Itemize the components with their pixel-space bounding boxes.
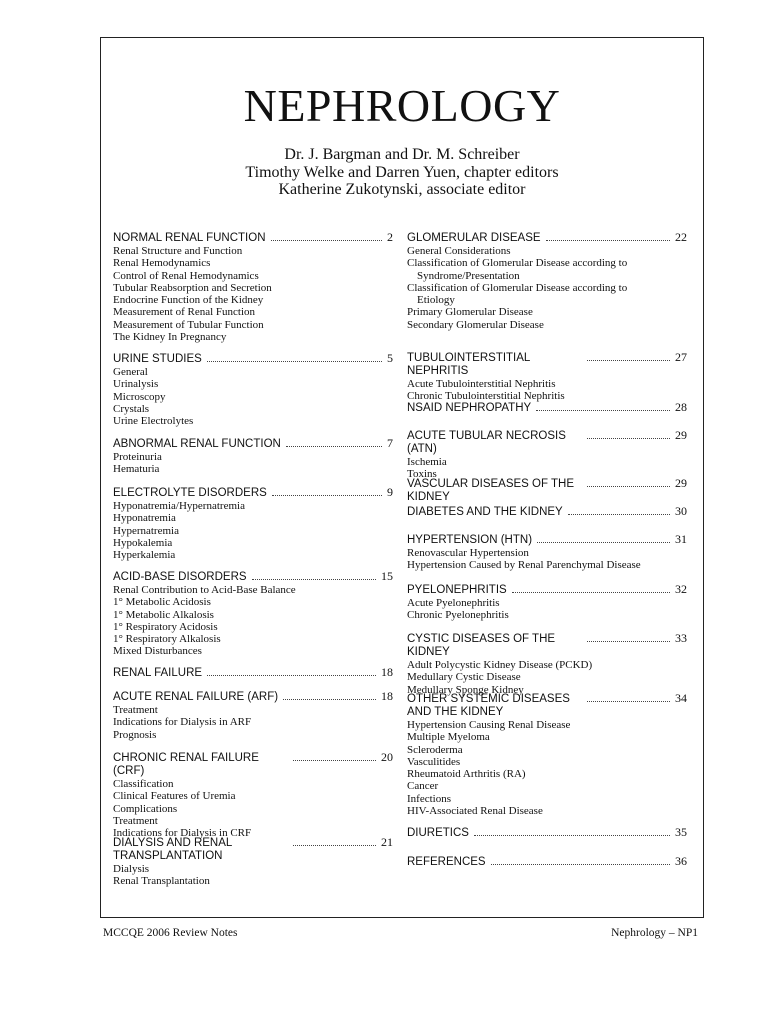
toc-heading[interactable] (113, 437, 393, 451)
toc-section (113, 751, 393, 839)
toc-heading-title: DIURETICS (407, 827, 469, 839)
toc-page-number: 18 (381, 665, 393, 679)
toc-subitem[interactable]: Toxins (407, 468, 437, 481)
toc-subitem[interactable]: Indications for Dialysis in ARF (113, 716, 252, 729)
toc-subitem[interactable]: Control of Renal Hemodynamics (113, 269, 259, 282)
toc-subitems (407, 719, 687, 817)
toc-subitem[interactable]: Infections (407, 792, 451, 805)
toc-subitem[interactable]: 1° Metabolic Alkalosis (113, 608, 214, 621)
toc-heading[interactable] (407, 351, 687, 378)
toc-page-number: 18 (381, 689, 393, 703)
toc-heading[interactable] (113, 690, 393, 704)
toc-subitem[interactable]: Hypokalemia (113, 536, 173, 549)
toc-subitems (113, 778, 393, 839)
toc-subitems (407, 245, 687, 331)
toc-page-number: 31 (675, 532, 687, 546)
toc-leader-dots (587, 693, 670, 702)
toc-heading[interactable] (113, 231, 393, 245)
toc-subitem[interactable]: Medullary Sponge Kidney (407, 683, 524, 696)
author-line: Timothy Welke and Darren Yuen, chapter editors (245, 163, 559, 181)
toc-heading[interactable] (113, 486, 393, 500)
toc-page-number: 36 (675, 854, 687, 868)
toc-subitem[interactable]: HIV-Associated Renal Disease (407, 805, 543, 818)
toc-subitem[interactable]: Syndrome/Presentation (417, 269, 520, 282)
toc-leader-dots (272, 487, 382, 496)
toc-heading[interactable] (113, 666, 393, 680)
toc-leader-dots (474, 827, 670, 836)
toc-section (407, 692, 687, 817)
toc-page-number: 30 (675, 504, 687, 518)
toc-section (407, 583, 687, 622)
toc-subitem[interactable]: Multiple Myeloma (407, 731, 490, 744)
toc-subitem[interactable]: Vasculitides (407, 755, 461, 768)
toc-subitem[interactable]: Hyperkalemia (113, 549, 176, 562)
toc-subitem[interactable]: Dialysis (113, 863, 150, 875)
toc-subitem[interactable]: Classification of Glomerular Disease according to (407, 281, 628, 294)
authors-block (101, 146, 703, 199)
toc-heading-title: CYSTIC DISEASES OF THE KIDNEY (407, 633, 556, 658)
author-line: Dr. J. Bargman and Dr. M. Schreiber (284, 146, 520, 163)
toc-leader-dots (271, 232, 383, 241)
toc-leader-dots (536, 402, 670, 411)
toc-subitems (407, 547, 687, 572)
toc-subitem[interactable]: Secondary Glomerular Disease (407, 318, 544, 331)
toc-subitem[interactable]: Microscopy (113, 390, 166, 403)
toc-subitem[interactable]: Renal Transplantation (113, 875, 210, 888)
toc-section (113, 666, 393, 680)
toc-heading[interactable] (407, 533, 687, 547)
toc-page-number: 35 (675, 825, 687, 839)
author-line: Katherine Zukotynski, associate editor (278, 181, 526, 198)
toc-subitem[interactable]: Complications (113, 802, 178, 815)
toc-leader-dots (293, 837, 376, 846)
toc-heading-title: RENAL FAILURE (113, 667, 203, 679)
toc-section (407, 477, 687, 504)
toc-subitem[interactable]: Acute Tubulointerstitial Nephritis (407, 378, 556, 390)
toc-subitem[interactable]: Hypernatremia (113, 524, 179, 537)
toc-section (407, 351, 687, 403)
toc-heading-title: CHRONIC RENAL FAILURE (CRF) (113, 752, 259, 777)
toc-heading[interactable] (113, 751, 393, 778)
toc-subitem[interactable]: General Considerations (407, 245, 511, 257)
toc-page-number: 9 (387, 485, 393, 499)
toc-subitem[interactable]: Scleroderma (407, 743, 463, 756)
toc-page-number: 21 (381, 835, 393, 849)
toc-subitem[interactable]: Renal Structure and Function (113, 245, 243, 257)
toc-page-number: 7 (387, 436, 393, 450)
toc-leader-dots (587, 478, 670, 487)
page-title: NEPHROLOGY (243, 80, 561, 131)
toc-heading[interactable] (407, 231, 687, 245)
toc-subitem[interactable]: Urinalysis (113, 378, 159, 391)
toc-subitem[interactable]: 1° Respiratory Acidosis (113, 620, 218, 633)
toc-heading-title: GLOMERULAR DISEASE (407, 232, 541, 244)
toc-page-number: 28 (675, 400, 687, 414)
toc-leader-dots (293, 752, 376, 761)
toc-section (113, 352, 393, 427)
toc-subitem[interactable]: Hyponatremia (113, 512, 176, 525)
toc-subitems (113, 584, 393, 658)
toc-section (407, 632, 687, 696)
toc-heading-title: ELECTROLYTE DISORDERS (113, 487, 267, 499)
toc-subitem[interactable]: Hyponatremia/Hypernatremia (113, 500, 245, 512)
toc-section (407, 401, 687, 415)
toc-heading[interactable] (407, 505, 687, 519)
toc-page-number: 5 (387, 351, 393, 365)
toc-heading-title: NORMAL RENAL FUNCTION (113, 232, 266, 244)
toc-leader-dots (546, 232, 670, 241)
toc-leader-dots (587, 430, 670, 439)
toc-subitem[interactable]: Hematuria (113, 463, 160, 476)
toc-subitem[interactable]: Etiology (417, 294, 455, 307)
toc-section (407, 231, 687, 331)
toc-subitems (407, 378, 687, 403)
toc-page-number: 29 (675, 428, 687, 442)
footer-left: MCCQE 2006 Review Notes (103, 927, 238, 939)
toc-heading[interactable] (407, 826, 687, 840)
toc-heading-title: ABNORMAL RENAL FUNCTION (113, 438, 281, 450)
toc-heading[interactable] (407, 477, 687, 504)
toc-subitem[interactable]: Prognosis (113, 728, 157, 741)
toc-leader-dots (207, 667, 376, 676)
toc-subitem[interactable]: Clinical Features of Uremia (113, 790, 236, 803)
toc-heading[interactable] (113, 836, 393, 863)
toc-heading[interactable] (407, 855, 687, 869)
toc-subitem[interactable]: Hypertension Caused by Renal Parenchymal Disease (407, 559, 641, 572)
toc-leader-dots (286, 438, 382, 447)
toc-subitem[interactable]: Cancer (407, 780, 439, 793)
toc-section (113, 690, 393, 741)
toc-section (113, 836, 393, 888)
toc-subitem[interactable]: Classification (113, 778, 174, 790)
toc-heading-title: ACUTE RENAL FAILURE (ARF) (113, 691, 279, 703)
toc-section (113, 437, 393, 476)
toc-heading-title: OTHER SYSTEMIC DISEASES AND THE KIDNEY (407, 693, 570, 718)
toc-heading-title: DIALYSIS AND RENAL TRANSPLANTATION (113, 837, 232, 862)
toc-heading[interactable] (407, 429, 687, 456)
toc-heading-title: DIABETES AND THE KIDNEY (407, 506, 563, 518)
toc-subitem[interactable]: Medullary Cystic Disease (407, 671, 521, 684)
toc-subitems (113, 366, 393, 427)
toc-page-number: 27 (675, 350, 687, 364)
toc-section (113, 231, 393, 343)
toc-subitem[interactable]: Treatment (113, 704, 158, 716)
toc-subitems (113, 451, 393, 476)
toc-page-number: 33 (675, 631, 687, 645)
toc-subitem[interactable]: Primary Glomerular Disease (407, 306, 533, 319)
toc-leader-dots (207, 353, 382, 362)
toc-leader-dots (537, 534, 670, 543)
toc-subitem[interactable]: 1° Metabolic Acidosis (113, 596, 211, 609)
toc-section (407, 826, 687, 840)
toc-page-number: 20 (381, 750, 393, 764)
toc-subitem[interactable]: Proteinuria (113, 451, 162, 463)
toc-leader-dots (283, 691, 376, 700)
toc-heading[interactable] (407, 692, 687, 719)
toc-heading-title: REFERENCES (407, 856, 486, 868)
toc-heading-title: PYELONEPHRITIS (407, 584, 507, 596)
toc-subitem[interactable]: Urine Electrolytes (113, 415, 194, 428)
toc-section (407, 429, 687, 481)
toc-heading-title: HYPERTENSION (HTN) (407, 534, 533, 546)
toc-subitems (113, 500, 393, 561)
toc-subitem[interactable]: Endocrine Function of the Kidney (113, 294, 264, 307)
toc-leader-dots (252, 571, 376, 580)
toc-subitems (113, 245, 393, 343)
toc-leader-dots (568, 506, 670, 515)
toc-subitem[interactable]: Adult Polycystic Kidney Disease (PCKD) (407, 659, 593, 671)
toc-section (407, 533, 687, 572)
toc-subitem[interactable]: Renal Contribution to Acid-Base Balance (113, 584, 296, 596)
toc-subitems (407, 597, 687, 622)
toc-heading[interactable] (113, 352, 393, 366)
toc-subitem[interactable]: Crystals (113, 402, 150, 415)
toc-leader-dots (587, 352, 670, 361)
toc-page-number: 22 (675, 230, 687, 244)
toc-leader-dots (587, 633, 670, 642)
toc-subitem[interactable]: Treatment (113, 814, 158, 827)
toc-subitem[interactable]: Renovascular Hypertension (407, 547, 529, 559)
toc-page-number: 29 (675, 476, 687, 490)
toc-heading[interactable] (407, 632, 687, 659)
toc-section (407, 505, 687, 519)
toc-subitem[interactable]: Chronic Pyelonephritis (407, 609, 509, 622)
toc-subitems (113, 704, 393, 741)
toc-section (113, 486, 393, 561)
toc-page-number: 15 (381, 569, 393, 583)
toc-subitem[interactable]: Mixed Disturbances (113, 645, 202, 658)
toc-subitem[interactable]: Rheumatoid Arthritis (RA) (407, 768, 526, 781)
toc-subitems (113, 863, 393, 888)
toc-section (113, 570, 393, 658)
toc-heading-title: ACID-BASE DISORDERS (113, 571, 247, 583)
toc-leader-dots (491, 856, 670, 865)
toc-leader-dots (512, 584, 670, 593)
toc-section (407, 855, 687, 869)
toc-subitem[interactable]: Measurement of Tubular Function (113, 318, 264, 331)
toc-subitem[interactable]: Indications for Dialysis in CRF (113, 827, 252, 840)
toc-subitem[interactable]: The Kidney In Pregnancy (113, 331, 227, 344)
toc-heading[interactable] (113, 570, 393, 584)
toc-heading-title: NSAID NEPHROPATHY (407, 402, 532, 414)
page-frame (100, 37, 704, 918)
toc-heading-title: VASCULAR DISEASES OF THE KIDNEY (407, 478, 575, 503)
toc-subitem[interactable]: 1° Respiratory Alkalosis (113, 633, 221, 646)
toc-subitem[interactable]: Classification of Glomerular Disease according to (407, 257, 628, 270)
toc-heading[interactable] (407, 401, 687, 415)
toc-subitem[interactable]: Acute Pyelonephritis (407, 597, 500, 609)
toc-heading-title: URINE STUDIES (113, 353, 202, 365)
toc-page-number: 2 (387, 230, 393, 244)
toc-heading-title: ACUTE TUBULAR NECROSIS (ATN) (407, 430, 566, 455)
toc-heading-title: TUBULOINTERSTITIAL NEPHRITIS (407, 352, 530, 377)
toc-heading[interactable] (407, 583, 687, 597)
footer-right: Nephrology – NP1 (611, 927, 698, 939)
toc-page-number: 34 (675, 691, 687, 705)
toc-subitem[interactable]: Hypertension Causing Renal Disease (407, 719, 571, 731)
toc-subitem[interactable]: Chronic Tubulointerstitial Nephritis (407, 390, 565, 403)
toc-subitem[interactable]: Measurement of Renal Function (113, 306, 256, 319)
toc-subitem[interactable]: Tubular Reabsorption and Secretion (113, 281, 272, 294)
toc-subitems (407, 659, 687, 696)
toc-subitem[interactable]: Ischemia (407, 456, 447, 468)
toc-subitem[interactable]: General (113, 366, 148, 378)
toc-subitem[interactable]: Renal Hemodynamics (113, 257, 211, 270)
toc-page-number: 32 (675, 582, 687, 596)
